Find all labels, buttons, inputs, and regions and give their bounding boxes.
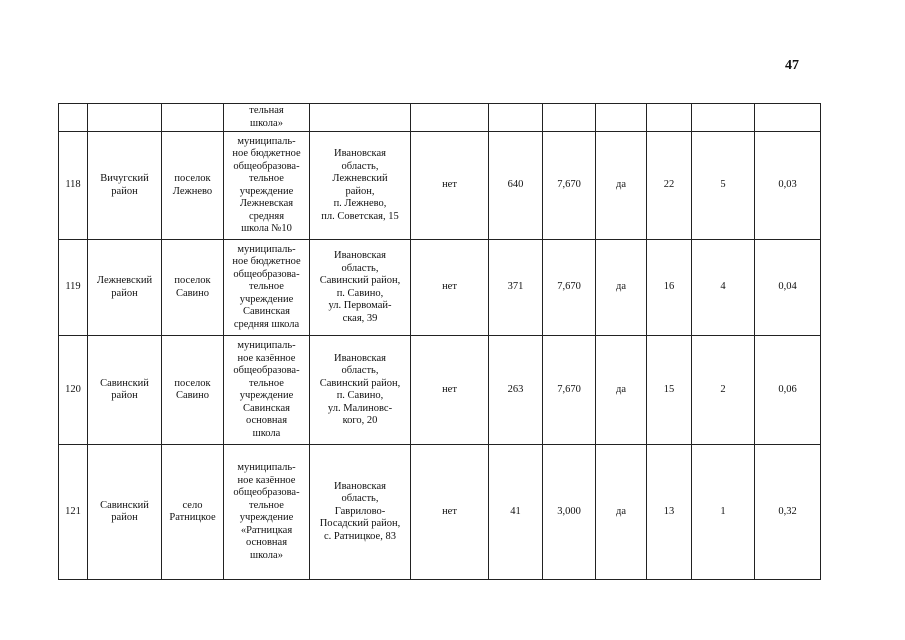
cell-c7: 263 [489,336,543,445]
cell-c9 [596,104,647,132]
school-table [58,103,821,580]
cell-settlement: село Ратницкое [162,445,224,580]
cell-address [310,104,411,132]
cell-c11: 5 [692,132,755,240]
cell-c12 [755,104,821,132]
cell-address: Ивановская область, Гаврилово- Посадский район, с. Ратницкое, 83 [310,445,411,580]
cell-c9: да [596,445,647,580]
cell-c9: да [596,132,647,240]
cell-settlement: поселок Савино [162,336,224,445]
cell-num: 120 [59,336,88,445]
cell-c6: нет [411,336,489,445]
cell-settlement: поселок Савино [162,240,224,336]
cell-c11 [692,104,755,132]
cell-name: муниципаль- ное бюджетное общеобразова- тельное учреждение Савинская средняя школа [224,240,310,336]
table-row [59,240,821,336]
cell-address: Ивановская область, Савинский район, п. Савино, ул. Малиновс- кого, 20 [310,336,411,445]
cell-c10: 22 [647,132,692,240]
cell-c10: 15 [647,336,692,445]
cell-name: муниципаль- ное казённое общеобразова- тельное учреждение Савинская основная школа [224,336,310,445]
cell-c9: да [596,240,647,336]
page-number: 47 [785,58,799,73]
cell-c6: нет [411,132,489,240]
table-row [59,336,821,445]
cell-district [88,104,162,132]
cell-name: муниципаль- ное казённое общеобразова- тельное учреждение «Ратницкая основная школа» [224,445,310,580]
cell-district: Савинский район [88,336,162,445]
table-row [59,132,821,240]
cell-settlement [162,104,224,132]
cell-c6: нет [411,445,489,580]
cell-c12: 0,04 [755,240,821,336]
cell-c7: 371 [489,240,543,336]
cell-c6: нет [411,240,489,336]
cell-c8: 7,670 [543,336,596,445]
cell-c7 [489,104,543,132]
table-row-continuation [59,104,821,132]
cell-c12: 0,32 [755,445,821,580]
cell-c12: 0,03 [755,132,821,240]
cell-c8: 7,670 [543,132,596,240]
cell-c10 [647,104,692,132]
cell-c11: 2 [692,336,755,445]
cell-name: муниципаль- ное бюджетное общеобразова- тельное учреждение Лежневская средняя школа №10 [224,132,310,240]
cell-name: тельная школа» [224,104,310,132]
cell-c7: 640 [489,132,543,240]
cell-address: Ивановская область, Лежневский район, п. Лежнево, пл. Советская, 15 [310,132,411,240]
cell-district: Савинский район [88,445,162,580]
cell-c11: 4 [692,240,755,336]
cell-address: Ивановская область, Савинский район, п. Савино, ул. Первомай- ская, 39 [310,240,411,336]
cell-c12: 0,06 [755,336,821,445]
cell-district: Лежневский район [88,240,162,336]
cell-c8: 3,000 [543,445,596,580]
cell-c10: 13 [647,445,692,580]
cell-c8: 7,670 [543,240,596,336]
table-row [59,445,821,580]
cell-c11: 1 [692,445,755,580]
cell-c7: 41 [489,445,543,580]
cell-num: 119 [59,240,88,336]
cell-num: 121 [59,445,88,580]
cell-c8 [543,104,596,132]
cell-c6 [411,104,489,132]
cell-num [59,104,88,132]
cell-settlement: поселок Лежнево [162,132,224,240]
cell-district: Вичугский район [88,132,162,240]
cell-c9: да [596,336,647,445]
cell-c10: 16 [647,240,692,336]
cell-num: 118 [59,132,88,240]
